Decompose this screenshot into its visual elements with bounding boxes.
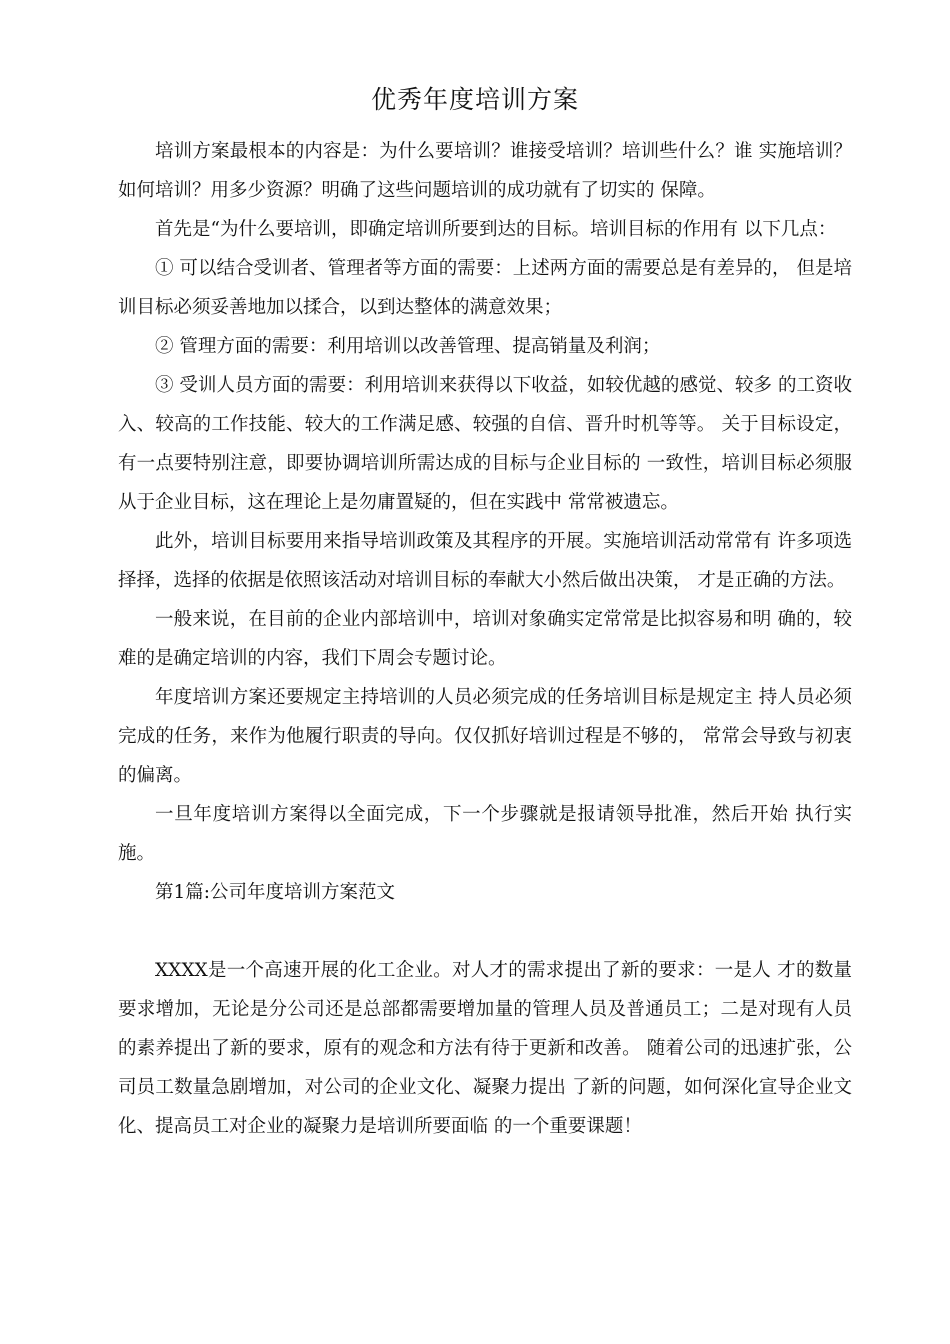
paragraph-trainees: 一般来说，在目前的企业内部培训中，培训对象确实定常常是比拟容易和明 确的，较难的是确定培训的内容，我们下周会专题讨论。 (118, 609, 852, 669)
paragraph-objective: 首先是“为什么要培训，即确定培训所要到达的目标。培训目标的作用有 以下几点： (155, 219, 837, 240)
paragraph-point-3: ③ 受训人员方面的需要：利用培训来获得以下收益，如较优越的感觉、较多 的工资收入、较高的工作技能、较大的工作满足感、较强的自信、晋升时机等等。 关于目标设定，有一点要特别注意，即要协调培训所需达成的目标与企业目标的 一致性，培训目标必须服从于企业目标，这在理论上是勿庸置疑的，但在实践中 常常被遗忘。 (118, 375, 852, 513)
paragraph-point-2: ② 管理方面的需要：利用培训以改善管理、提高销量及利润； (155, 336, 661, 357)
document-body (118, 132, 852, 1146)
section-heading: 第1篇:公司年度培训方案范文 (155, 882, 396, 903)
paragraph-tasks: 年度培训方案还要规定主持培训的人员必须完成的任务培训目标是规定主 持人员必须完成的任务，来作为他履行职责的导向。仅仅抓好培训过程是不够的， 常常会导致与初衷的偏离。 (118, 687, 852, 786)
paragraph-policy: 此外，培训目标要用来指导培训政策及其程序的开展。实施培训活动常常有 许多项选择择，选择的依据是依照该活动对培训目标的奉献大小然后做出决策， 才是正确的方法。 (118, 531, 852, 591)
paragraph-point-1: ① 可以结合受训者、管理者等方面的需要：上述两方面的需要总是有差异的， 但是培训目标必须妥善地加以揉合，以到达整体的满意效果； (118, 258, 852, 318)
document-title: 优秀年度培训方案 (370, 85, 579, 114)
paragraph-approval: 一旦年度培训方案得以全面完成，下一个步骤就是报请领导批准，然后开始 执行实施。 (118, 804, 852, 864)
paragraph-intro: 培训方案最根本的内容是：为什么要培训？谁接受培训？培训些什么？谁 实施培训？如何培训？用多少资源？明确了这些问题培训的成功就有了切实的 保障。 (118, 141, 852, 201)
section-paragraph: XXXX是一个高速开展的化工企业。对人才的需求提出了新的要求：一是人 才的数量要求增加，无论是分公司还是总部都需要增加量的管理人员及普通员工；二是对现有人员的素养提出了新的要求，原有的观念和方法有待于更新和改善。 随着公司的迅速扩张，公司员工数量急剧增加，对公司的企业文化、凝聚力提出 了新的问题，如何深化宣导企业文化、提高员工对企业的凝聚力是培训所要面临 的一个重要课题！ (118, 960, 852, 1137)
